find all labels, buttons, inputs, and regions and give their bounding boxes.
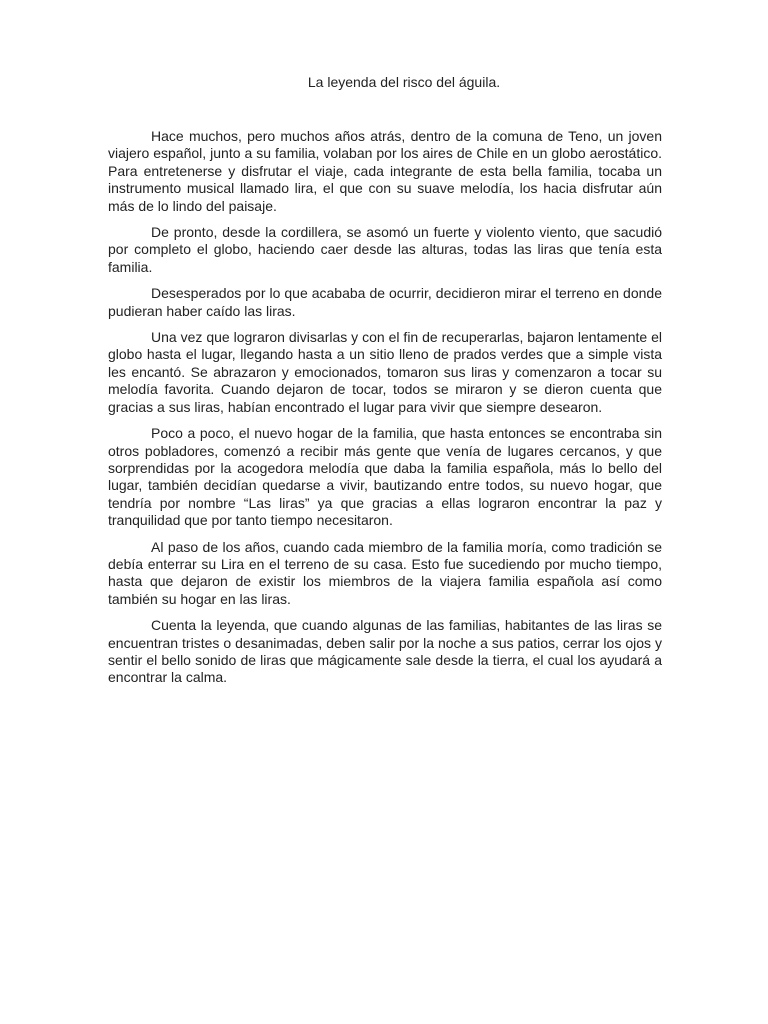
paragraph: Hace muchos, pero muchos años atrás, dentro de la comuna de Teno, un joven viajero español, junto a su familia, volaban por los aires de Chile en un globo aerostático. Para entretenerse y disfrutar el viaje, cada integrante de esta bella familia, tocaba un instrumento musical llamado lira, el que con su suave melodía, los hacia disfrutar aún más de lo lindo del paisaje. <box>108 128 662 214</box>
paragraph: Desesperados por lo que acababa de ocurrir, decidieron mirar el terreno en donde pudieran haber caído las liras. <box>108 285 662 319</box>
paragraph: Una vez que lograron divisarlas y con el fin de recuperarlas, bajaron lentamente el globo hasta el lugar, llegando hasta a un sitio lleno de prados verdes que a simple vista les encantó. Se abrazaron y emocionados, tomaron sus liras y comenzaron a tocar su melodía favorita. Cuando dejaron de tocar, todos se miraron y se dieron cuenta que gracias a sus liras, habían encontrado el lugar para vivir que siempre desearon. <box>108 329 662 415</box>
document-body <box>108 128 662 696</box>
paragraph: Poco a poco, el nuevo hogar de la familia, que hasta entonces se encontraba sin otros pobladores, comenzó a recibir más gente que venía de lugares cercanos, y que sorprendidas por la acogedora melodía que daba la familia española, más lo bello del lugar, también decidían quedarse a vivir, bautizando entre todos, su nuevo hogar, que tendría por nombre “Las liras” ya que gracias a ellas lograron encontrar la paz y tranquilidad que por tanto tiempo necesitaron. <box>108 425 662 529</box>
paragraph: Al paso de los años, cuando cada miembro de la familia moría, como tradición se debía enterrar su Lira en el terreno de su casa. Esto fue sucediendo por mucho tiempo, hasta que dejaron de existir los miembros de la viajera familia española así como también su hogar en las liras. <box>108 538 662 607</box>
document-title: La leyenda del risco del águila. <box>307 74 501 90</box>
paragraph: Cuenta la leyenda, que cuando algunas de las familias, habitantes de las liras se encuentran tristes o desanimadas, deben salir por la noche a sus patios, cerrar los ojos y sentir el bello sonido de liras que mágicamente sale desde la tierra, el cual los ayudará a encontrar la calma. <box>108 617 662 686</box>
paragraph: De pronto, desde la cordillera, se asomó un fuerte y violento viento, que sacudió por completo el globo, haciendo caer desde las alturas, todas las liras que tenía esta familia. <box>108 224 662 275</box>
